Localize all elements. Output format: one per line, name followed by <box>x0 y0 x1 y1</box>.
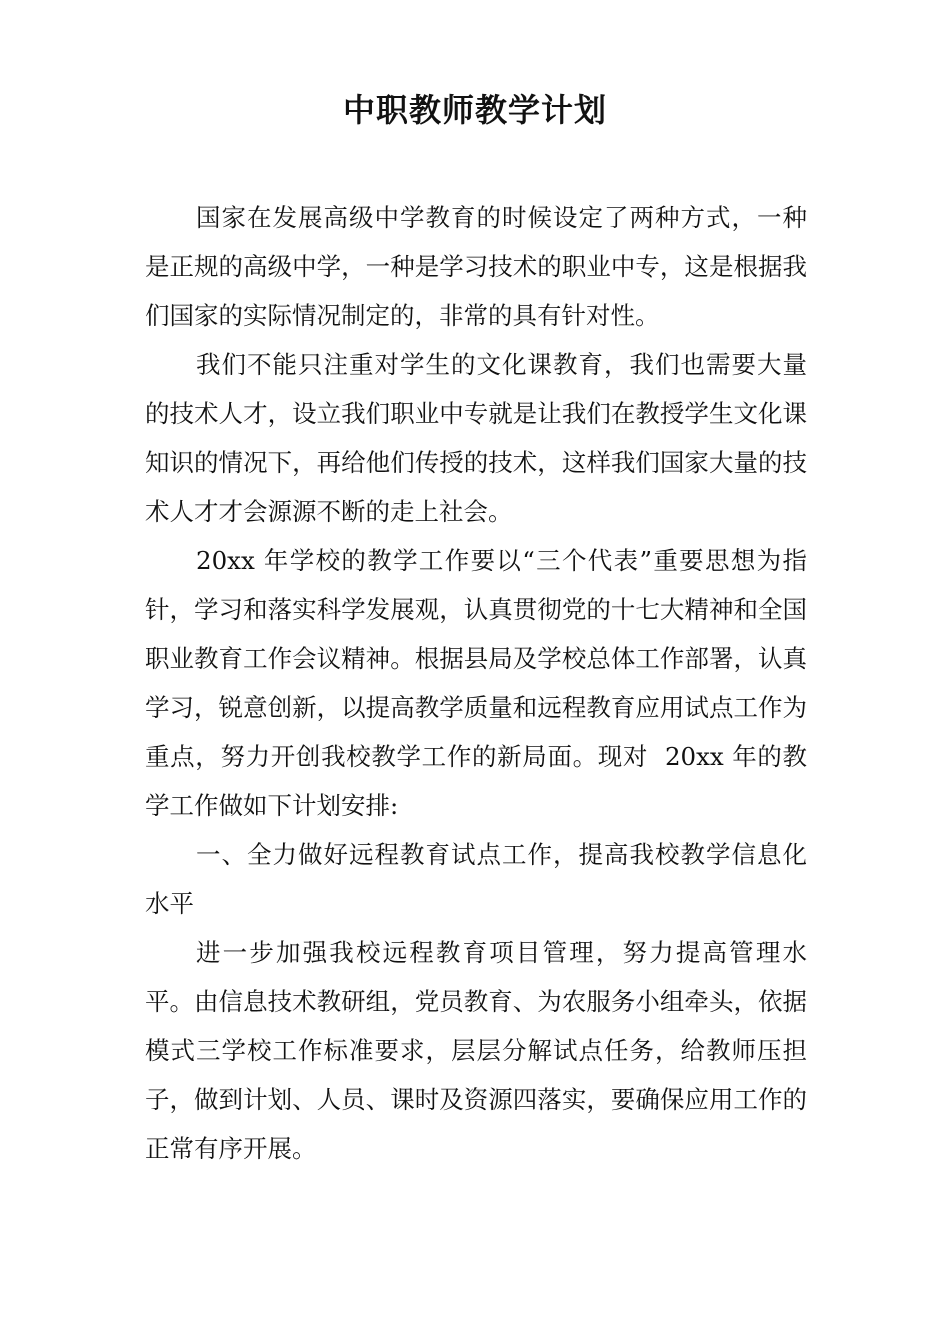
paragraph-4: 进一步加强我校远程教育项目管理，努力提高管理水平。由信息技术教研组，党员教育、为农服务小组牵头，依据模式三学校工作标准要求，层层分解试点任务，给教师压担子，做到计划、人员、课时及资源四落实，要确保应用工作的正常有序开展。 <box>145 938 807 1163</box>
paragraph-3: 20xx 年学校的教学工作要以“三个代表”重要思想为指针，学习和落实科学发展观，认真贯彻党的十七大精神和全国职业教育工作会议精神。根据县局及学校总体工作部署，认真学习，锐意创新，以提高教学质量和远程教育应用试点工作为重点，努力开创我校教学工作的新局面。现对 20xx 年的教学工作做如下计划安排: <box>145 546 807 820</box>
paragraph-1: 国家在发展高级中学教育的时候设定了两种方式，一种是正规的高级中学，一种是学习技术的职业中专，这是根据我们国家的实际情况制定的，非常的具有针对性。 <box>145 203 807 330</box>
section-heading-1: 一、全力做好远程教育试点工作，提高我校教学信息化水平 <box>145 840 807 918</box>
document-body <box>145 193 807 1173</box>
paragraph-2: 我们不能只注重对学生的文化课教育，我们也需要大量的技术人才，设立我们职业中专就是让我们在教授学生文化课知识的情况下，再给他们传授的技术，这样我们国家大量的技术人才才会源源不断的走上社会。 <box>145 350 807 526</box>
document-title: 中职教师教学计划 <box>342 91 607 129</box>
